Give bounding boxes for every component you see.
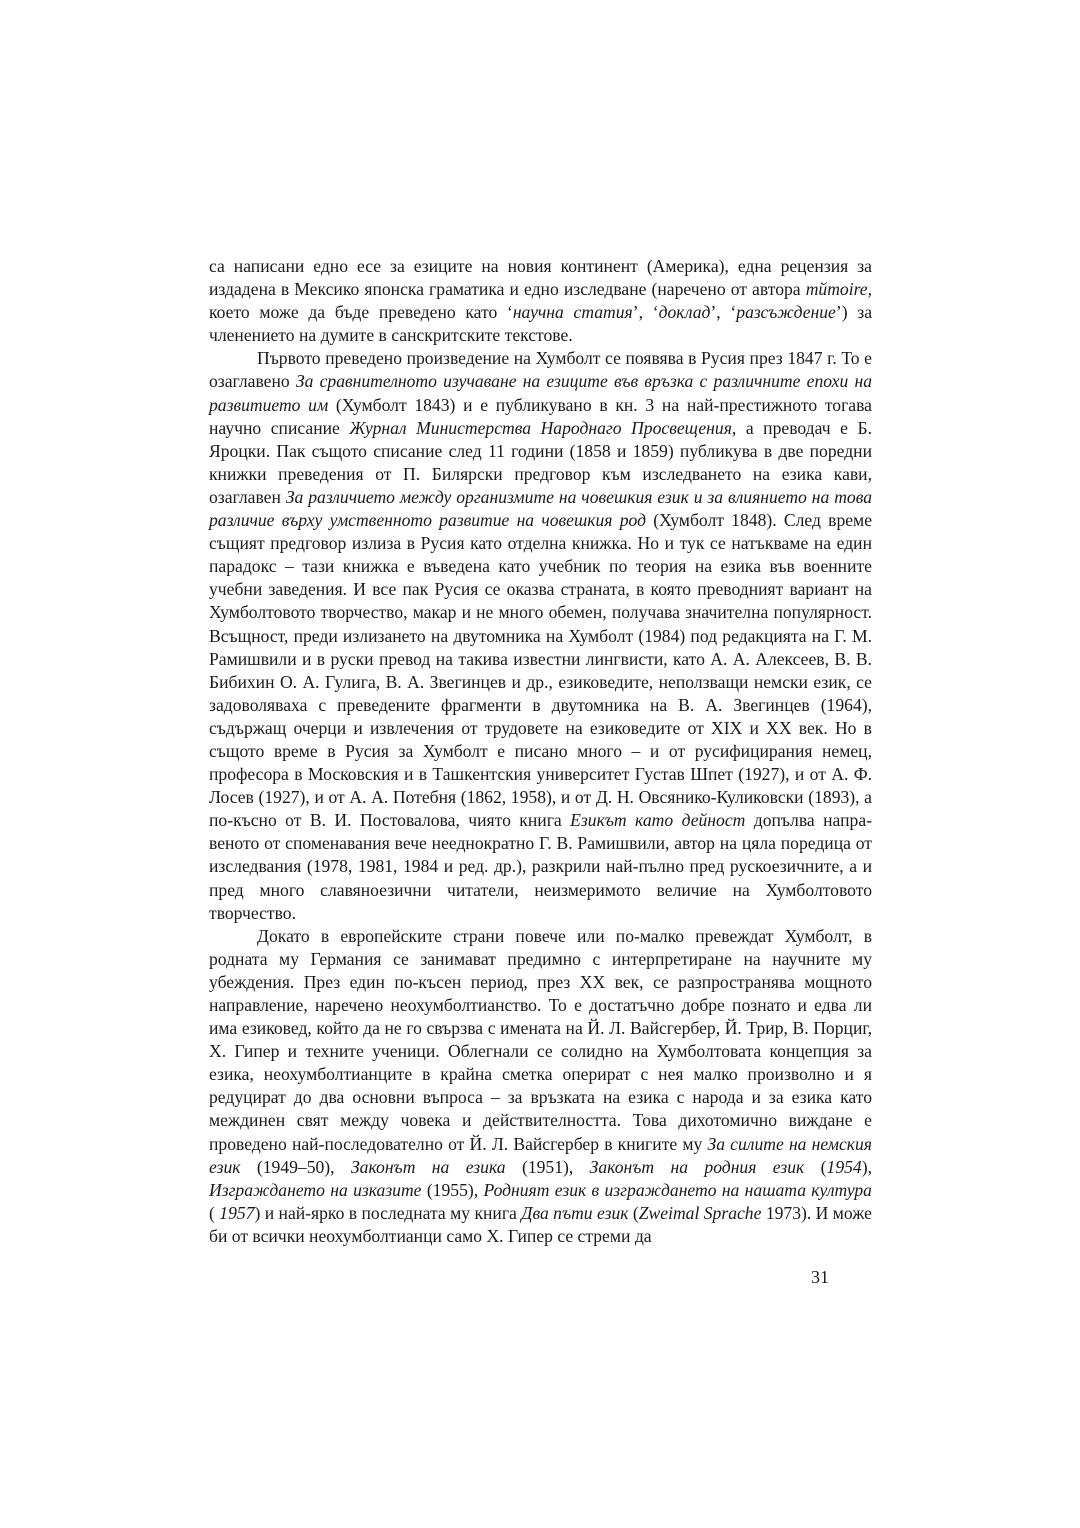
text-segment: (: [209, 1202, 220, 1223]
italic-text-segment: Журнал Министерства Народнаго Просвещения: [349, 417, 732, 438]
paragraph: [209, 925, 872, 1248]
body-text: [209, 255, 872, 1248]
italic-text-segment: Законът на езика: [350, 1156, 506, 1177]
text-segment: (: [804, 1156, 827, 1177]
text-segment: (1951),: [505, 1156, 590, 1177]
italic-text-segment: Езикът като дейност: [570, 810, 746, 831]
text-segment: (Хумболт 1843) и е публикувано в кн. 3 на най-престижното тогава научно списание: [209, 394, 872, 438]
italic-text-segment: За сравнителното изучаване на езиците във връзка с различните епохи на развитието им: [209, 371, 872, 415]
text-segment: ’, ‘: [710, 302, 737, 323]
italic-text-segment: Два пъти език: [521, 1202, 629, 1223]
text-segment: , а преводач е Б. Яроцки. Пак същото списание след 11 години (1858 и 1859) публикува в две поредни книжки преведения от П. Билярски предговор към изследването на езика кави, озаглавен: [209, 417, 872, 507]
text-segment: допълва направеното от споменавания вече нееднократно Г. В. Рамишвили, автор на цяла поредица от изследвания (1978, 1981, 1984 и ред. др.), разкрили най-пълно пред рускоезичните, а и пред много славяноезични читатели, неизмеримото величие на Хумболтовото творчество.: [209, 810, 872, 923]
text-segment: Първото преведено произведение на Хумболт се появява в Русия през 1847 г. То е озаглавено: [209, 348, 872, 392]
italic-text-segment: За различието между организмите на човешкия език и за влиянието на това различие върху умственното развитие на човешкия род: [209, 486, 873, 531]
italic-text-segment: научна статия: [512, 302, 633, 323]
text-segment: (Хумболт 1848). След време същият предговор излиза в Русия като отделна книжка. Но и тук се натъкваме на един парадокс – тази книжка е въведена като учебник по теория на езика във военните учебни заведения. И все пак Русия се оказва страната, в която преводният вариант на Хумболтовото творчество, макар и не много обемен, получава значителна популярност. Всъщност, преди излизането на двутомника на Хумболт (1984) под редакцията на Г. М. Рамишвили и в руски превод на такива известни лингвисти, като А. А. Алексеев, В. В. Бибихин О. А. Гулига, В. А. Звегинцев и др., езиковедите, неползващи немски език, се задоволяваха с преведените фрагменти в двутомника на В. А. Звегинцев (1964), съдържащ очерци и извлечения от трудовете на езиковедите от XIX и XX век. Но в същото време в Русия за Хумболт е писано много – и от русифицирания немец, професора в Московския и в Ташкентския университет Густав Шпет (1927), и от А. Ф. Лосев (1927), и от А. А. Потебня (1862, 1958), и от Д. Н. Овсянико-Куликовски (1893), а по-късно от В. И. Постовалова, чиято книга: [209, 510, 873, 831]
text-segment: ) и най-ярко в последната му книга: [254, 1202, 522, 1223]
italic-text-segment: Законът на родния език: [589, 1156, 805, 1177]
text-segment: ’, ‘: [632, 302, 659, 323]
italic-text-segment: 1957: [219, 1202, 255, 1223]
italic-text-segment: разсъждение: [736, 302, 836, 323]
text-segment: са написани едно есе за езиците на новия континент (Америка), една рецензия за издадена в Мексико японска граматика и едно изследване (наречено от автора: [209, 256, 872, 300]
text-segment: , което може да бъде преведено като ‘: [209, 279, 872, 323]
italic-text-segment: Родният език в изграждането на нашата култура: [483, 1179, 872, 1200]
page-number: 31: [811, 1267, 829, 1287]
italic-text-segment: Zweimal Sprache: [638, 1202, 762, 1223]
text-segment: (: [628, 1202, 639, 1223]
italic-text-segment: доклад: [658, 302, 711, 323]
italic-text-segment: 1954: [826, 1156, 862, 1177]
text-segment: (1955),: [421, 1179, 484, 1200]
text-segment: Докато в европейските страни повече или по-малко превеждат Хумболт, в родната му Германия се занимават предимно с интерпретиране на научните му убеждения. През един по-късен период, през XX век, се разпространява мощното направление, наречено неохумболтианство. То е достатъчно добре познато и едва ли има езиковед, който да не го свързва с имената на Й. Л. Вайсгербер, Й. Трир, В. Порциг, Х. Гипер и техните ученици. Облегнали се солидно на Хумболтовата концепция за езика, неохумболтианците в крайна сметка оперират с нея малко произволно и я редуцират до два основни въпроса – за връзката на езика с народа и за езика като междинен свят между човека и действителността. Това дихотомично виждане е проведено най-последователно от Й. Л. Вайсгербер в книгите му: [209, 925, 872, 1154]
text-segment: ’) за членението на думите в санскритските текстове.: [209, 302, 873, 346]
text-segment: 1973). И може би от всички неохумболтианци само Х. Гипер се стреми да: [209, 1202, 872, 1246]
italic-text-segment: Изграждането на изказите: [209, 1179, 422, 1200]
paragraph: [209, 347, 872, 924]
paragraph: [209, 255, 872, 347]
text-segment: ),: [861, 1156, 872, 1177]
italic-text-segment: mйmoire: [805, 279, 868, 300]
italic-text-segment: За силите на немския език: [209, 1133, 872, 1177]
text-segment: (1949–50),: [240, 1156, 351, 1177]
